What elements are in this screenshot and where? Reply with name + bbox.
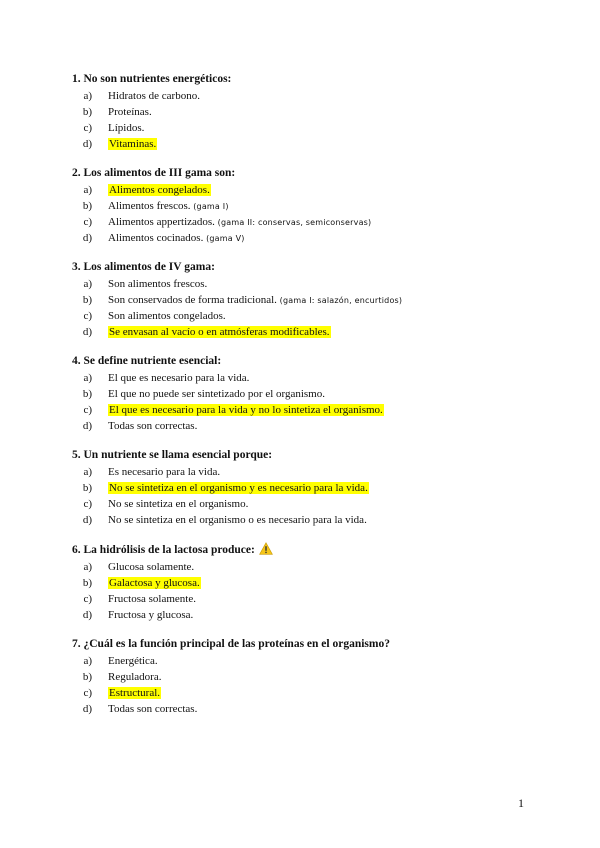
option-item <box>72 136 542 152</box>
option-item <box>72 276 542 292</box>
option-letter: d) <box>82 514 92 526</box>
option-text: Fructosa y glucosa. <box>108 609 194 621</box>
question-title-text: 3. Los alimentos de IV gama: <box>72 261 215 273</box>
option-letter: c) <box>83 310 92 322</box>
option-letter: d) <box>82 326 92 338</box>
question-4 <box>72 354 542 434</box>
options-list <box>72 370 542 434</box>
option-letter: a) <box>83 184 92 196</box>
option-item <box>72 464 542 480</box>
question-title <box>72 354 542 369</box>
correct-answer-text: El que es necesario para la vida y no lo sintetiza el organismo. <box>109 404 383 416</box>
option-letter: d) <box>82 703 92 715</box>
question-2 <box>72 166 542 246</box>
option-text: Son alimentos frescos. <box>108 278 208 290</box>
correct-answer-text: Se envasan al vacío o en atmósferas modificables. <box>109 326 330 338</box>
options-list <box>72 88 542 152</box>
option-letter: b) <box>82 200 92 212</box>
options-list <box>72 559 542 623</box>
option-letter: a) <box>83 90 92 102</box>
option-item <box>72 402 542 418</box>
correct-answer-text: Vitaminas. <box>109 138 157 150</box>
correct-answer-text: Alimentos congelados. <box>109 184 210 196</box>
question-title-text: 7. ¿Cuál es la función principal de las proteínas en el organismo? <box>72 638 390 650</box>
option-text: Fructosa solamente. <box>108 593 196 605</box>
question-3 <box>72 260 542 340</box>
question-6 <box>72 542 542 623</box>
option-note: (gama V) <box>206 234 245 243</box>
question-title-text: 4. Se define nutriente esencial: <box>72 355 222 367</box>
option-letter: c) <box>83 498 92 510</box>
option-letter: c) <box>83 687 92 699</box>
option-item <box>72 701 542 717</box>
option-text: Son conservados de forma tradicional. <box>108 294 277 306</box>
option-letter: d) <box>82 232 92 244</box>
option-text: Todas son correctas. <box>108 420 198 432</box>
option-item <box>72 669 542 685</box>
option-item <box>72 591 542 607</box>
option-item <box>72 88 542 104</box>
option-text: Lípidos. <box>108 122 145 134</box>
option-item <box>72 120 542 136</box>
question-7 <box>72 637 542 717</box>
option-letter: c) <box>83 216 92 228</box>
question-title <box>72 542 542 558</box>
option-text: Reguladora. <box>108 671 162 683</box>
option-item <box>72 324 542 340</box>
option-text: No se sintetiza en el organismo. <box>108 498 249 510</box>
option-letter: b) <box>82 388 92 400</box>
question-title <box>72 260 542 275</box>
page-number: 1 <box>518 796 524 810</box>
option-note: (gama II: conservas, semiconservas) <box>217 218 372 227</box>
option-letter: c) <box>83 122 92 134</box>
option-item <box>72 653 542 669</box>
option-item <box>72 198 542 214</box>
option-text: Alimentos appertizados. <box>108 216 215 228</box>
option-text: Alimentos cocinados. <box>108 232 204 244</box>
option-text: Es necesario para la vida. <box>108 466 221 478</box>
option-item <box>72 370 542 386</box>
option-text: Glucosa solamente. <box>108 561 195 573</box>
option-letter: d) <box>82 420 92 432</box>
option-item <box>72 607 542 623</box>
question-1 <box>72 72 542 152</box>
option-item <box>72 496 542 512</box>
option-text: Hidratos de carbono. <box>108 90 200 102</box>
options-list <box>72 276 542 340</box>
option-letter: a) <box>83 278 92 290</box>
options-list <box>72 653 542 717</box>
document-body <box>72 72 542 731</box>
option-note: (gama I) <box>193 202 229 211</box>
question-title-text: 5. Un nutriente se llama esencial porque: <box>72 449 273 461</box>
option-item <box>72 182 542 198</box>
correct-answer-text: Galactosa y glucosa. <box>109 577 200 589</box>
correct-answer-text: No se sintetiza en el organismo y es necesario para la vida. <box>109 482 368 494</box>
question-title-text: 1. No son nutrientes energéticos: <box>72 73 232 85</box>
options-list <box>72 464 542 528</box>
option-letter: a) <box>83 561 92 573</box>
option-letter: a) <box>83 655 92 667</box>
option-item <box>72 292 542 308</box>
option-item <box>72 214 542 230</box>
option-item <box>72 512 542 528</box>
option-letter: d) <box>82 138 92 150</box>
option-item <box>72 685 542 701</box>
question-title-text: 2. Los alimentos de III gama son: <box>72 167 236 179</box>
option-letter: d) <box>82 609 92 621</box>
option-letter: b) <box>82 106 92 118</box>
question-title <box>72 448 542 463</box>
option-letter: a) <box>83 372 92 384</box>
option-item <box>72 480 542 496</box>
option-item <box>72 386 542 402</box>
option-text: Son alimentos congelados. <box>108 310 226 322</box>
question-title-text: 6. La hidrólisis de la lactosa produce: <box>72 544 255 556</box>
option-text: Todas son correctas. <box>108 703 198 715</box>
option-text: Alimentos frescos. <box>108 200 191 212</box>
warning-icon <box>259 542 273 555</box>
option-text: El que es necesario para la vida. <box>108 372 250 384</box>
question-title <box>72 166 542 181</box>
option-letter: b) <box>82 671 92 683</box>
option-letter: c) <box>83 404 92 416</box>
question-5 <box>72 448 542 528</box>
option-item <box>72 308 542 324</box>
option-text: Proteínas. <box>108 106 152 118</box>
option-letter: c) <box>83 593 92 605</box>
option-note: (gama I: salazón, encurtidos) <box>279 296 403 305</box>
option-letter: a) <box>83 466 92 478</box>
correct-answer-text: Estructural. <box>109 687 161 699</box>
option-item <box>72 230 542 246</box>
question-title <box>72 72 542 87</box>
option-text: No se sintetiza en el organismo o es necesario para la vida. <box>108 514 367 526</box>
question-title <box>72 637 542 652</box>
option-letter: b) <box>82 482 92 494</box>
option-item <box>72 104 542 120</box>
option-text: Energética. <box>108 655 158 667</box>
option-item <box>72 575 542 591</box>
option-item <box>72 418 542 434</box>
options-list <box>72 182 542 246</box>
option-letter: b) <box>82 294 92 306</box>
option-letter: b) <box>82 577 92 589</box>
option-text: El que no puede ser sintetizado por el organismo. <box>108 388 325 400</box>
option-item <box>72 559 542 575</box>
